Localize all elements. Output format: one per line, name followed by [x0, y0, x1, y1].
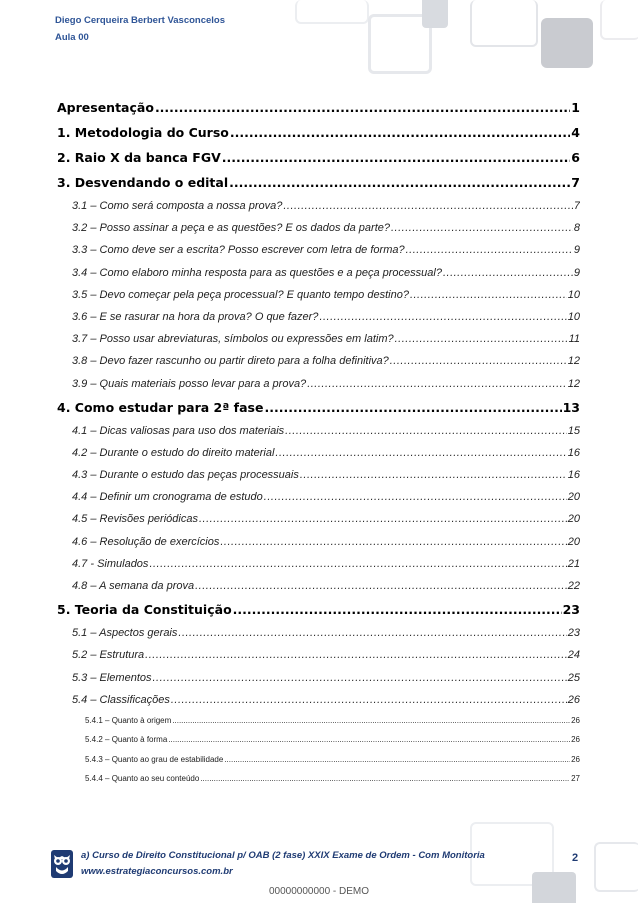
toc-entry-page: 25	[567, 667, 580, 689]
toc-entry[interactable]	[57, 486, 580, 508]
toc-entry[interactable]	[57, 146, 580, 170]
dot-leader	[220, 531, 566, 553]
dot-leader	[229, 171, 570, 195]
toc-entry-title: 3.9 – Quais materiais posso levar para a prova?	[72, 373, 307, 395]
toc-entry[interactable]	[57, 96, 580, 120]
toc-entry[interactable]	[57, 464, 580, 486]
dot-leader	[283, 195, 573, 217]
dot-leader	[145, 644, 567, 666]
toc-entry-page: 26	[567, 689, 580, 711]
toc-entry-page: 13	[562, 396, 580, 420]
toc-entry[interactable]	[57, 622, 580, 644]
dot-leader	[178, 622, 566, 644]
toc-entry-title: 4.6 – Resolução de exercícios	[72, 531, 220, 553]
toc-entry[interactable]	[57, 644, 580, 666]
dot-leader	[195, 575, 567, 597]
toc-entry[interactable]	[57, 328, 580, 350]
toc-entry-title: 5.4.3 – Quanto ao grau de estabilidade	[85, 750, 224, 770]
toc-entry-title: 5.1 – Aspectos gerais	[72, 622, 178, 644]
dot-leader	[264, 486, 567, 508]
course-title: a) Curso de Direito Constitucional p/ OAB (2 fase) XXIX Exame de Ordem - Com Monitoria	[81, 850, 485, 861]
toc-entry-title: 4.3 – Durante o estudo das peças processuais	[72, 464, 300, 486]
toc-entry-title: 2. Raio X da banca FGV	[57, 146, 222, 170]
toc-entry-page: 12	[567, 373, 580, 395]
toc-entry-page: 26	[570, 730, 580, 750]
toc-entry-title: 3.5 – Devo começar pela peça processual? E quanto tempo destino?	[72, 284, 410, 306]
toc-entry[interactable]	[57, 239, 580, 261]
toc-entry-title: 5.4.2 – Quanto à forma	[85, 730, 168, 750]
owl-logo-icon	[51, 850, 73, 878]
toc-entry-title: 5.4.4 – Quanto ao seu conteúdo	[85, 769, 200, 789]
dot-leader	[153, 667, 567, 689]
toc-entry-page: 11	[568, 328, 580, 350]
toc-entry[interactable]	[57, 553, 580, 575]
website-link[interactable]: www.estrategiaconcursos.com.br	[81, 866, 233, 877]
dot-leader	[172, 711, 570, 731]
toc-entry-title: 4.4 – Definir um cronograma de estudo	[72, 486, 264, 508]
toc-entry[interactable]	[57, 373, 580, 395]
dot-leader	[199, 508, 567, 530]
toc-entry-title: 5.3 – Elementos	[72, 667, 153, 689]
toc-entry-page: 22	[567, 575, 580, 597]
toc-entry[interactable]	[57, 730, 580, 750]
dot-leader	[168, 730, 570, 750]
dot-leader	[155, 96, 570, 120]
toc-entry-page: 7	[570, 171, 580, 195]
dot-leader	[233, 598, 562, 622]
toc-entry-page: 20	[567, 508, 580, 530]
toc-entry-page: 8	[573, 217, 580, 239]
toc-entry[interactable]	[57, 689, 580, 711]
toc-entry[interactable]	[57, 350, 580, 372]
toc-entry-page: 12	[567, 350, 580, 372]
toc-entry-title: 4.1 – Dicas valiosas para uso dos materiais	[72, 420, 285, 442]
dot-leader	[391, 217, 573, 239]
toc-entry-title: 3.6 – E se rasurar na hora da prova? O que fazer?	[72, 306, 319, 328]
toc-entry-title: 3.8 – Devo fazer rascunho ou partir direto para a folha definitiva?	[72, 350, 390, 372]
toc-entry-page: 26	[570, 750, 580, 770]
dot-leader	[395, 328, 568, 350]
toc-entry[interactable]	[57, 508, 580, 530]
toc-entry-title: 5.4.1 – Quanto à origem	[85, 711, 172, 731]
dot-leader	[222, 146, 571, 170]
dot-leader	[149, 553, 566, 575]
toc-entry-page: 10	[567, 306, 580, 328]
page-number: 2	[572, 852, 579, 864]
toc-entry-title: 5.4 – Classificações	[72, 689, 171, 711]
decorative-square	[295, 0, 369, 24]
toc-entry[interactable]	[57, 262, 580, 284]
dot-leader	[300, 464, 567, 486]
toc-entry-page: 26	[570, 711, 580, 731]
author-name: Diego Cerqueira Berbert Vasconcelos	[55, 15, 226, 26]
toc-entry-title: 3.2 – Posso assinar a peça e as questões? E os dados da parte?	[72, 217, 391, 239]
toc-entry-title: 1. Metodologia do Curso	[57, 121, 230, 145]
toc-entry[interactable]	[57, 217, 580, 239]
dot-leader	[171, 689, 567, 711]
toc-entry-title: 5. Teoria da Constituição	[57, 598, 233, 622]
dot-leader	[200, 769, 570, 789]
toc-entry-page: 10	[567, 284, 580, 306]
toc-entry-title: 3.4 – Como elaboro minha resposta para as questões e a peça processual?	[72, 262, 443, 284]
toc-entry-title: 3.1 – Como será composta a nossa prova?	[72, 195, 283, 217]
toc-entry[interactable]	[57, 121, 580, 145]
toc-entry[interactable]	[57, 711, 580, 731]
toc-entry-title: 3.3 – Como deve ser a escrita? Posso escrever com letra de forma?	[72, 239, 406, 261]
toc-entry-title: 4.8 – A semana da prova	[72, 575, 195, 597]
toc-entry-page: 9	[573, 239, 580, 261]
dot-leader	[307, 373, 567, 395]
toc-entry[interactable]	[57, 306, 580, 328]
toc-entry[interactable]	[57, 750, 580, 770]
toc-entry[interactable]	[57, 420, 580, 442]
toc-entry-page: 20	[567, 531, 580, 553]
toc-entry[interactable]	[57, 195, 580, 217]
toc-entry[interactable]	[57, 442, 580, 464]
toc-entry-title: 5.2 – Estrutura	[72, 644, 145, 666]
toc-entry-page: 16	[567, 464, 580, 486]
decorative-square	[541, 18, 593, 68]
dot-leader	[275, 442, 566, 464]
toc-entry-title: 3. Desvendando o edital	[57, 171, 229, 195]
toc-entry-title: 4. Como estudar para 2ª fase	[57, 396, 264, 420]
dot-leader	[285, 420, 567, 442]
toc-entry-page: 21	[567, 553, 580, 575]
toc-entry[interactable]	[57, 769, 580, 789]
toc-entry-page: 24	[567, 644, 580, 666]
toc-entry[interactable]	[57, 396, 580, 420]
lesson-label: Aula 00	[55, 32, 89, 43]
dot-leader	[390, 350, 567, 372]
toc-entry-title: 4.5 – Revisões periódicas	[72, 508, 199, 530]
toc-entry[interactable]	[57, 575, 580, 597]
toc-entry-page: 7	[573, 195, 580, 217]
dot-leader	[406, 239, 573, 261]
dot-leader	[319, 306, 566, 328]
toc-entry-title: 3.7 – Posso usar abreviaturas, símbolos ou expressões em latim?	[72, 328, 395, 350]
toc-entry[interactable]	[57, 667, 580, 689]
dot-leader	[410, 284, 567, 306]
toc-entry-title: 4.7 - Simulados	[72, 553, 149, 575]
toc-entry-page: 15	[567, 420, 580, 442]
toc-entry[interactable]	[57, 284, 580, 306]
toc-entry-page: 1	[570, 96, 580, 120]
dot-leader	[230, 121, 570, 145]
toc-entry-page: 9	[573, 262, 580, 284]
toc-entry-page: 16	[567, 442, 580, 464]
decorative-square	[422, 0, 448, 28]
toc-entry-page: 27	[570, 769, 580, 789]
watermark: 00000000000 - DEMO	[268, 886, 370, 897]
table-of-contents	[57, 96, 580, 789]
toc-entry-page: 6	[570, 146, 580, 170]
decorative-square	[470, 0, 538, 47]
decorative-square	[594, 842, 638, 892]
dot-leader	[264, 396, 561, 420]
toc-entry-page: 23	[562, 598, 580, 622]
dot-leader	[443, 262, 573, 284]
toc-entry[interactable]	[57, 531, 580, 553]
toc-entry-page: 23	[567, 622, 580, 644]
toc-entry-title: 4.2 – Durante o estudo do direito material	[72, 442, 275, 464]
dot-leader	[224, 750, 570, 770]
decorative-square	[600, 0, 638, 40]
toc-entry-title: Apresentação	[57, 96, 155, 120]
toc-entry-page: 4	[570, 121, 580, 145]
toc-entry-page: 20	[567, 486, 580, 508]
toc-entry[interactable]	[57, 171, 580, 195]
toc-entry[interactable]	[57, 598, 580, 622]
